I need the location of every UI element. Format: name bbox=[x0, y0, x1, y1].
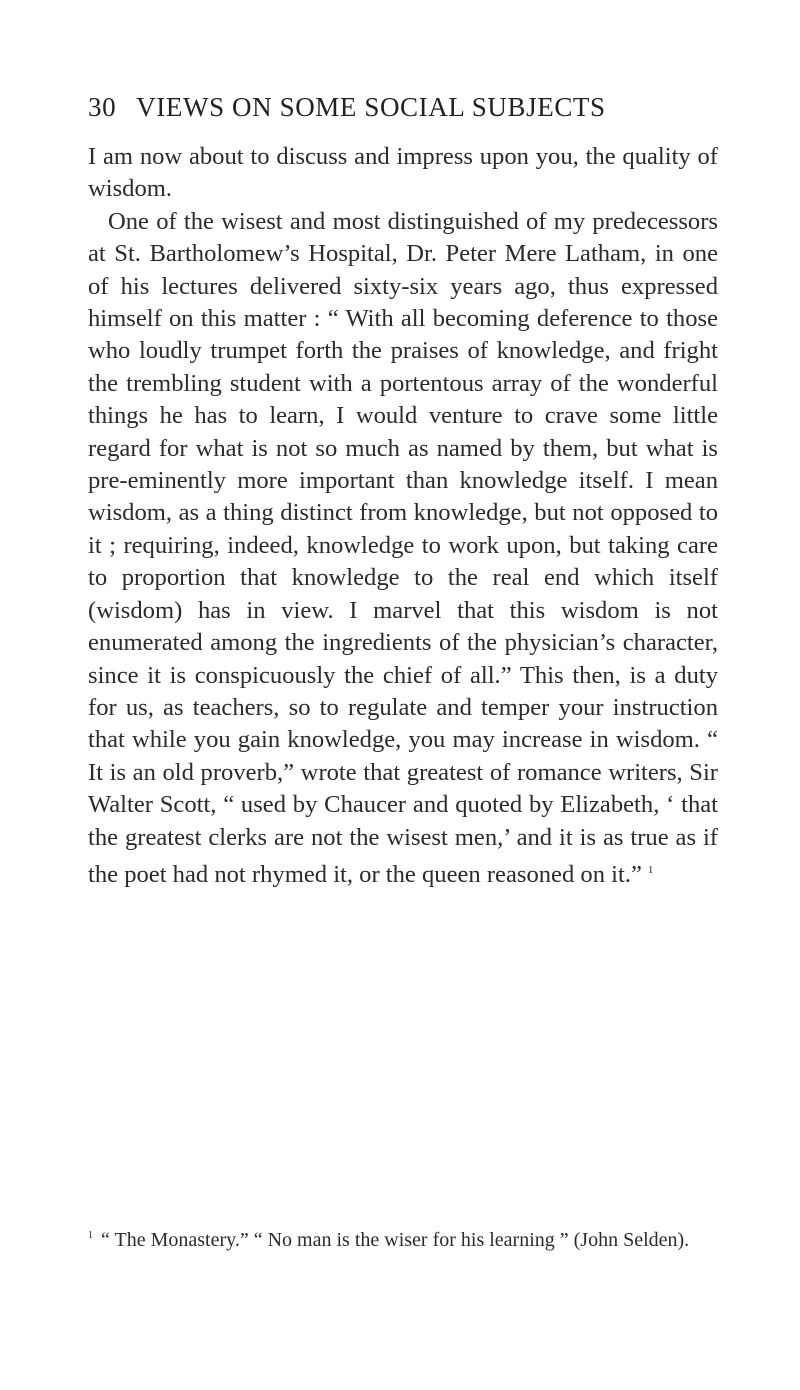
paragraph-1: I am now about to discuss and impress upon you, the quality of wisdom. bbox=[88, 143, 718, 203]
running-title: VIEWS ON SOME SOCIAL SUBJECTS bbox=[136, 92, 606, 122]
paragraph-2-text: One of the wisest and most distinguished of my predecessors at St. Bartholomew’s Hospital, Dr. Peter Mere Latham, in one of his lectures delivered sixty-six years ago, thus expressed himself on this matter : “ With all becoming deference to those who loudly trumpet forth the praises of knowledge, and fright the trembling student with a portentous array of the wonderful things he has to learn, I would venture to crave some little regard for what is not so much as named by them, but what is pre-eminently more important than knowledge itself. I mean wisdom, as a thing distinct from knowledge, but not opposed to it ; requiring, indeed, knowledge to work upon, but taking care to proportion that knowledge to the real end which itself (wisdom) has in view. I marvel that this wisdom is not enumerated among the ingredients of the physician’s character, since it is conspicuously the chief of all.” This then, is a duty for us, as teachers, so to regulate and temper your instruction that while you gain knowledge, you may increase in wisdom. “ It is an old proverb,” wrote that greatest of romance writers, Sir Walter Scott, “ used by Chaucer and quoted by Elizabeth, ‘ that the greatest clerks are not the wisest men,’ and it is as true as if the poet had not rhymed it, or the queen reasoned on it.” bbox=[88, 207, 718, 888]
body-text bbox=[88, 141, 718, 891]
footnote-reference: 1 bbox=[647, 863, 654, 876]
running-head bbox=[88, 92, 648, 123]
footnote-text: “ The Monastery.” “ No man is the wiser for his learning ” (John Selden). bbox=[101, 1229, 690, 1251]
paragraph-2 bbox=[88, 206, 718, 892]
footnotes bbox=[88, 1223, 714, 1253]
footnote-1 bbox=[88, 1223, 714, 1253]
page-number: 30 bbox=[88, 92, 117, 122]
footnote-mark: 1 bbox=[88, 1230, 93, 1241]
